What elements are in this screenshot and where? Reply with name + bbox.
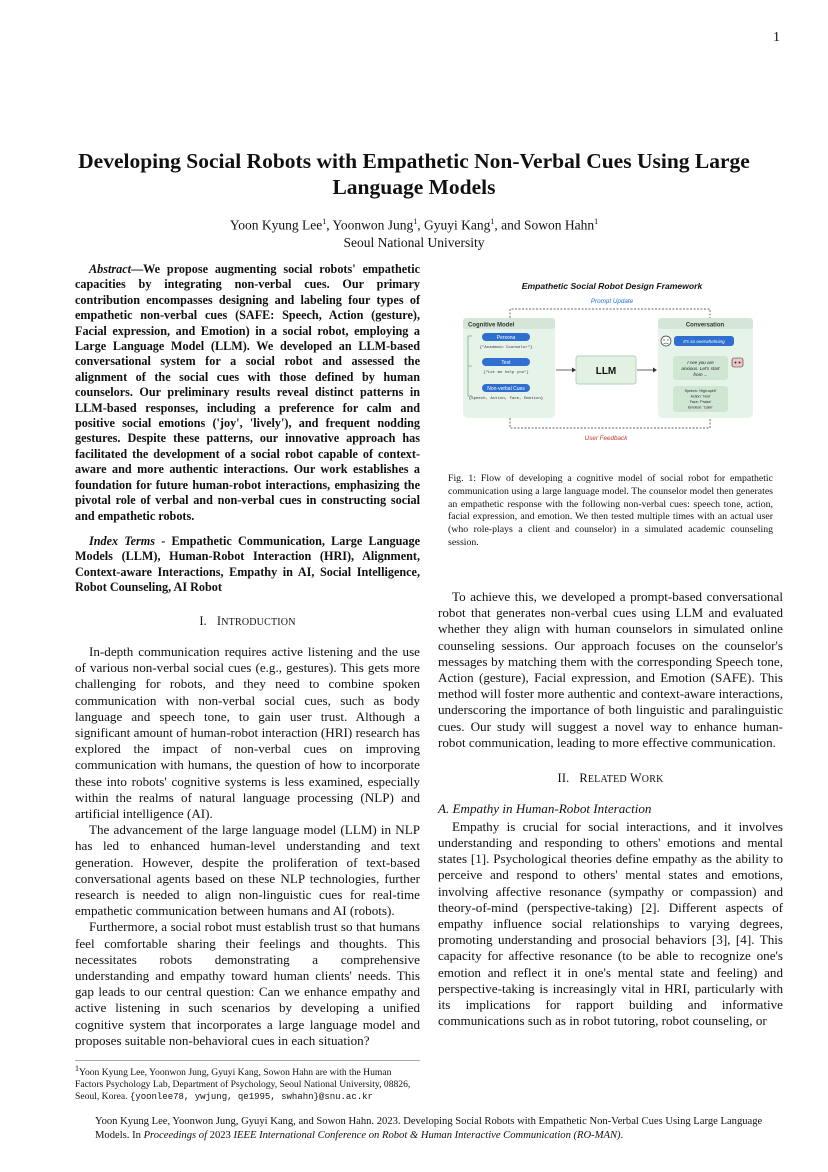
citation-year: 2023 [207, 1129, 234, 1141]
author-name: Sowon Hahn [524, 217, 595, 233]
right-column [438, 589, 783, 1029]
intro-paragraph: Furthermore, a social robot must establish trust so that humans feel comfortable sharing their feelings and thoughts. This necessitates robots demonstrating a comprehensive understanding and empathy toward human clients' needs. This gap leads to our central question: Can we enhance empathy and active listening in such scenarios by developing a unified cognitive system that incorporates a large language model and proposes suitable non-behavioral cues in each situation? [75, 919, 420, 1048]
eye [667, 339, 668, 340]
abstract-dash: — [130, 262, 144, 276]
framework-figure [460, 278, 765, 448]
section-title-rest: ELATED [587, 774, 627, 786]
citation-end: . [620, 1129, 624, 1141]
author-list [60, 213, 768, 234]
conversation-label: Conversation [685, 322, 725, 329]
affiliation-mark: 1 [322, 217, 327, 226]
nonverbal-value: {Speech, Action, Face, Emotion} [468, 397, 544, 401]
cue-line: Emotion: 'Calm' [688, 405, 713, 410]
section-number: I. [199, 613, 207, 628]
section-number: II. [557, 771, 570, 786]
affiliation-mark: 1 [413, 217, 418, 226]
cue-line: Action: 'Nod' [690, 394, 711, 399]
persona-label: Persona [496, 335, 516, 341]
affiliation-mark: 1 [594, 217, 599, 226]
llm-label: LLM [595, 366, 617, 377]
citation-text: Yoon Kyung Lee, Yoonwon Jung, Gyuyi Kang, and Sowon Hahn. 2023. Developing Social Robots with Empathetic Non-Verbal Cues Using Large Language Models. In [95, 1116, 763, 1141]
author-name: Yoonwon Jung [332, 217, 414, 233]
separator: , [417, 217, 425, 233]
robot-eye [735, 362, 737, 364]
figure-title: Empathetic Social Robot Design Framework [521, 281, 703, 291]
persona-value: {"Academic Counselor"} [479, 346, 533, 350]
cue-line: Face: 'Praise' [689, 400, 712, 404]
body-paragraph: To achieve this, we developed a prompt-based conversational robot that generates non-verbal cues using LLM and evaluated whether they align with human counselors in simulated online counseling sessions. Our approach focuses on the counselor's messages by matching them with the corresponding Speech tone, Action (gesture), Facial expression, and Emotion (SAFE). This method will foster more authentic and context-aware interactions, underscoring the importance of both linguistic and paralinguistic cues. Our study will suggest a novel way to enhance human-robot communication, leading to more effective communication. [438, 589, 783, 750]
footnote-emails: {yoonlee78, ywjung, qe1995, swhahn}@snu.ac.kr [129, 1092, 373, 1103]
user-message: It's so overwhelming [683, 339, 725, 344]
footnote-mark: 1 [75, 1064, 79, 1073]
section-heading-related-work [438, 771, 783, 787]
subsection-heading: A. Empathy in Human-Robot Interaction [438, 801, 652, 817]
abstract-label: Abstract [89, 262, 131, 276]
section-title-initial: W [629, 771, 642, 786]
robot-message-3: from ... [693, 372, 708, 377]
user-feedback-label: User Feedback [584, 435, 628, 442]
robot-message-1: I see you are [687, 360, 714, 365]
citation-venue: IEEE International Conference on Robot & Human Interactive Communication (RO-MAN) [233, 1129, 621, 1141]
section-title-initial: I [216, 613, 222, 628]
text-label: Text [501, 360, 511, 366]
index-terms-label: Index Terms [89, 533, 156, 548]
cognitive-model-label: Cognitive Model [468, 322, 515, 329]
section-title-initial: R [579, 771, 588, 786]
right-body [438, 589, 783, 751]
separator: , [326, 217, 333, 233]
citation [95, 1115, 775, 1142]
author-block [60, 213, 768, 251]
robot-message-2: anxious. Let's start [681, 366, 720, 371]
author-name: Gyuyi Kang [424, 217, 491, 233]
citation-italic: Proceedings of [143, 1129, 208, 1141]
abstract [75, 262, 420, 524]
related-work-body [438, 819, 783, 1030]
page-number: 1 [773, 30, 780, 45]
prompt-update-arrow [510, 309, 710, 318]
cue-line: Speech: 'High-spirit' [684, 389, 717, 393]
eye [663, 339, 664, 340]
separator: , and [494, 217, 525, 233]
intro-paragraph: In-depth communication requires active listening and the use of various non-verbal social cues (e.g., gestures). This gets more challenging for robots, and they need to combine spoken communication with non-verbal social cues, such as body language and speech tone, to gain user trust. Although a significant amount of human-robot interaction (HRI) research has explored the impact of non-verbal cues on improving communication with humans, the question of how to incorporate these into robots' cognitive systems is less examined, especially within the realms of natural language processing (NLP) and artificial intelligence (AI). [75, 643, 420, 821]
intro-paragraph: The advancement of the large language model (LLM) in NLP has led to enhanced human-level understanding and text generation. However, despite the proliferation of text-based conversational agents based on these NLP technologies, further research is needed to align non-linguistic cues for real-time empathetic communication between humans and AI (robots). [75, 822, 420, 919]
arrow-head [572, 368, 576, 373]
abstract-text: We propose augmenting social robots' empathetic capacities by integrating non-verbal cues. Our primary contribution encompasses designing and labeling four types of empathetic non-verbal cues (SAFE: Speech, Action (gesture), Facial expression, and Emotion) in a social robot, employing a Large Language Model (LLM). We developed an LLM-based conversational system for a social robot and assessed the alignment of the social cues with those defined by human counselors. Our preliminary results reveal distinct patterns in LLM-based responses, including a preference for calm and positive social emotions ('joy', 'lively'), and frequent nodding gestures. Despite these patterns, our innovative approach has facilitated the development of a social robot capable of context-aware and more authentic interactions. Our work establishes a foundation for future human-robot interactions, emphasizing the pivotal role of verbal and non-verbal cues in constructing social and empathetic robots. [75, 262, 420, 523]
introduction-body [75, 644, 420, 1049]
footnote [75, 1060, 420, 1103]
paper-title: Developing Social Robots with Empathetic Non-Verbal Cues Using Large Language Models [78, 149, 750, 199]
affiliation-mark: 1 [490, 217, 495, 226]
arrow-head [653, 368, 657, 373]
robot-eye [739, 362, 741, 364]
section-title-rest: NTRODUCTION [221, 616, 296, 628]
sad-face-icon [661, 336, 671, 346]
author-name: Yoon Kyung Lee [229, 217, 323, 233]
text-value: {"Let me help you"} [483, 371, 529, 375]
figure-caption: Fig. 1: Flow of developing a cognitive model of social robot for empathetic communication using a large language model. The counselor model then generates an empathetic response with the following non-verbal cues: speech tone, action, facial expression, and emotion. We then tested multiple times with an actual user (who role-plays a client and counselor) in a simulated academic counseling session. [448, 473, 773, 548]
user-feedback-arrow [510, 418, 710, 428]
affiliation: Seoul National University [343, 234, 485, 250]
section-heading-introduction [75, 614, 420, 630]
footnote-text: Yoon Kyung Lee, Yoonwon Jung, Gyuyi Kang, Sowon Hahn are with the Human Factors Psychology Lab, Department of Psychology, Seoul National University, 08826, Seoul, Korea. [75, 1067, 411, 1103]
index-terms-text: - Empathetic Communication, Large Language Models (LLM), Human-Robot Interaction (HRI), Alignment, Context-aware Interactions, Empathy in AI, Social Intelligence, Robot Counseling, AI Robot [75, 533, 420, 595]
robot-icon [732, 358, 743, 367]
prompt-update-label: Prompt Update [590, 298, 634, 305]
nonverbal-label: Non-verbal Cues [487, 386, 525, 392]
index-terms [75, 534, 420, 596]
section-title-rest: ORK [641, 774, 664, 786]
left-column [75, 262, 420, 1049]
related-work-paragraph: Empathy is crucial for social interactions, and it involves understanding and responding to others' emotions and mental states [1]. Psychological theories define empathy as the ability to perceive and respond to others' mental states and emotions, involving affective resonance (sympathy or compassion) and theory-of-mind (perspective-taking) [2]. Different aspects of empathy influence social relationships to varying degrees, promoting understanding and prosocial behaviors [3], [4]. This capacity for affective resonance (to be able to recognize one's emotion and reflect it in one's mental state and feeling) and perspective-taking is increasingly vital in HRI, particularly with its implications for rapport building and informative communications such as in robot tutoring, robot counseling, or [438, 818, 783, 1029]
